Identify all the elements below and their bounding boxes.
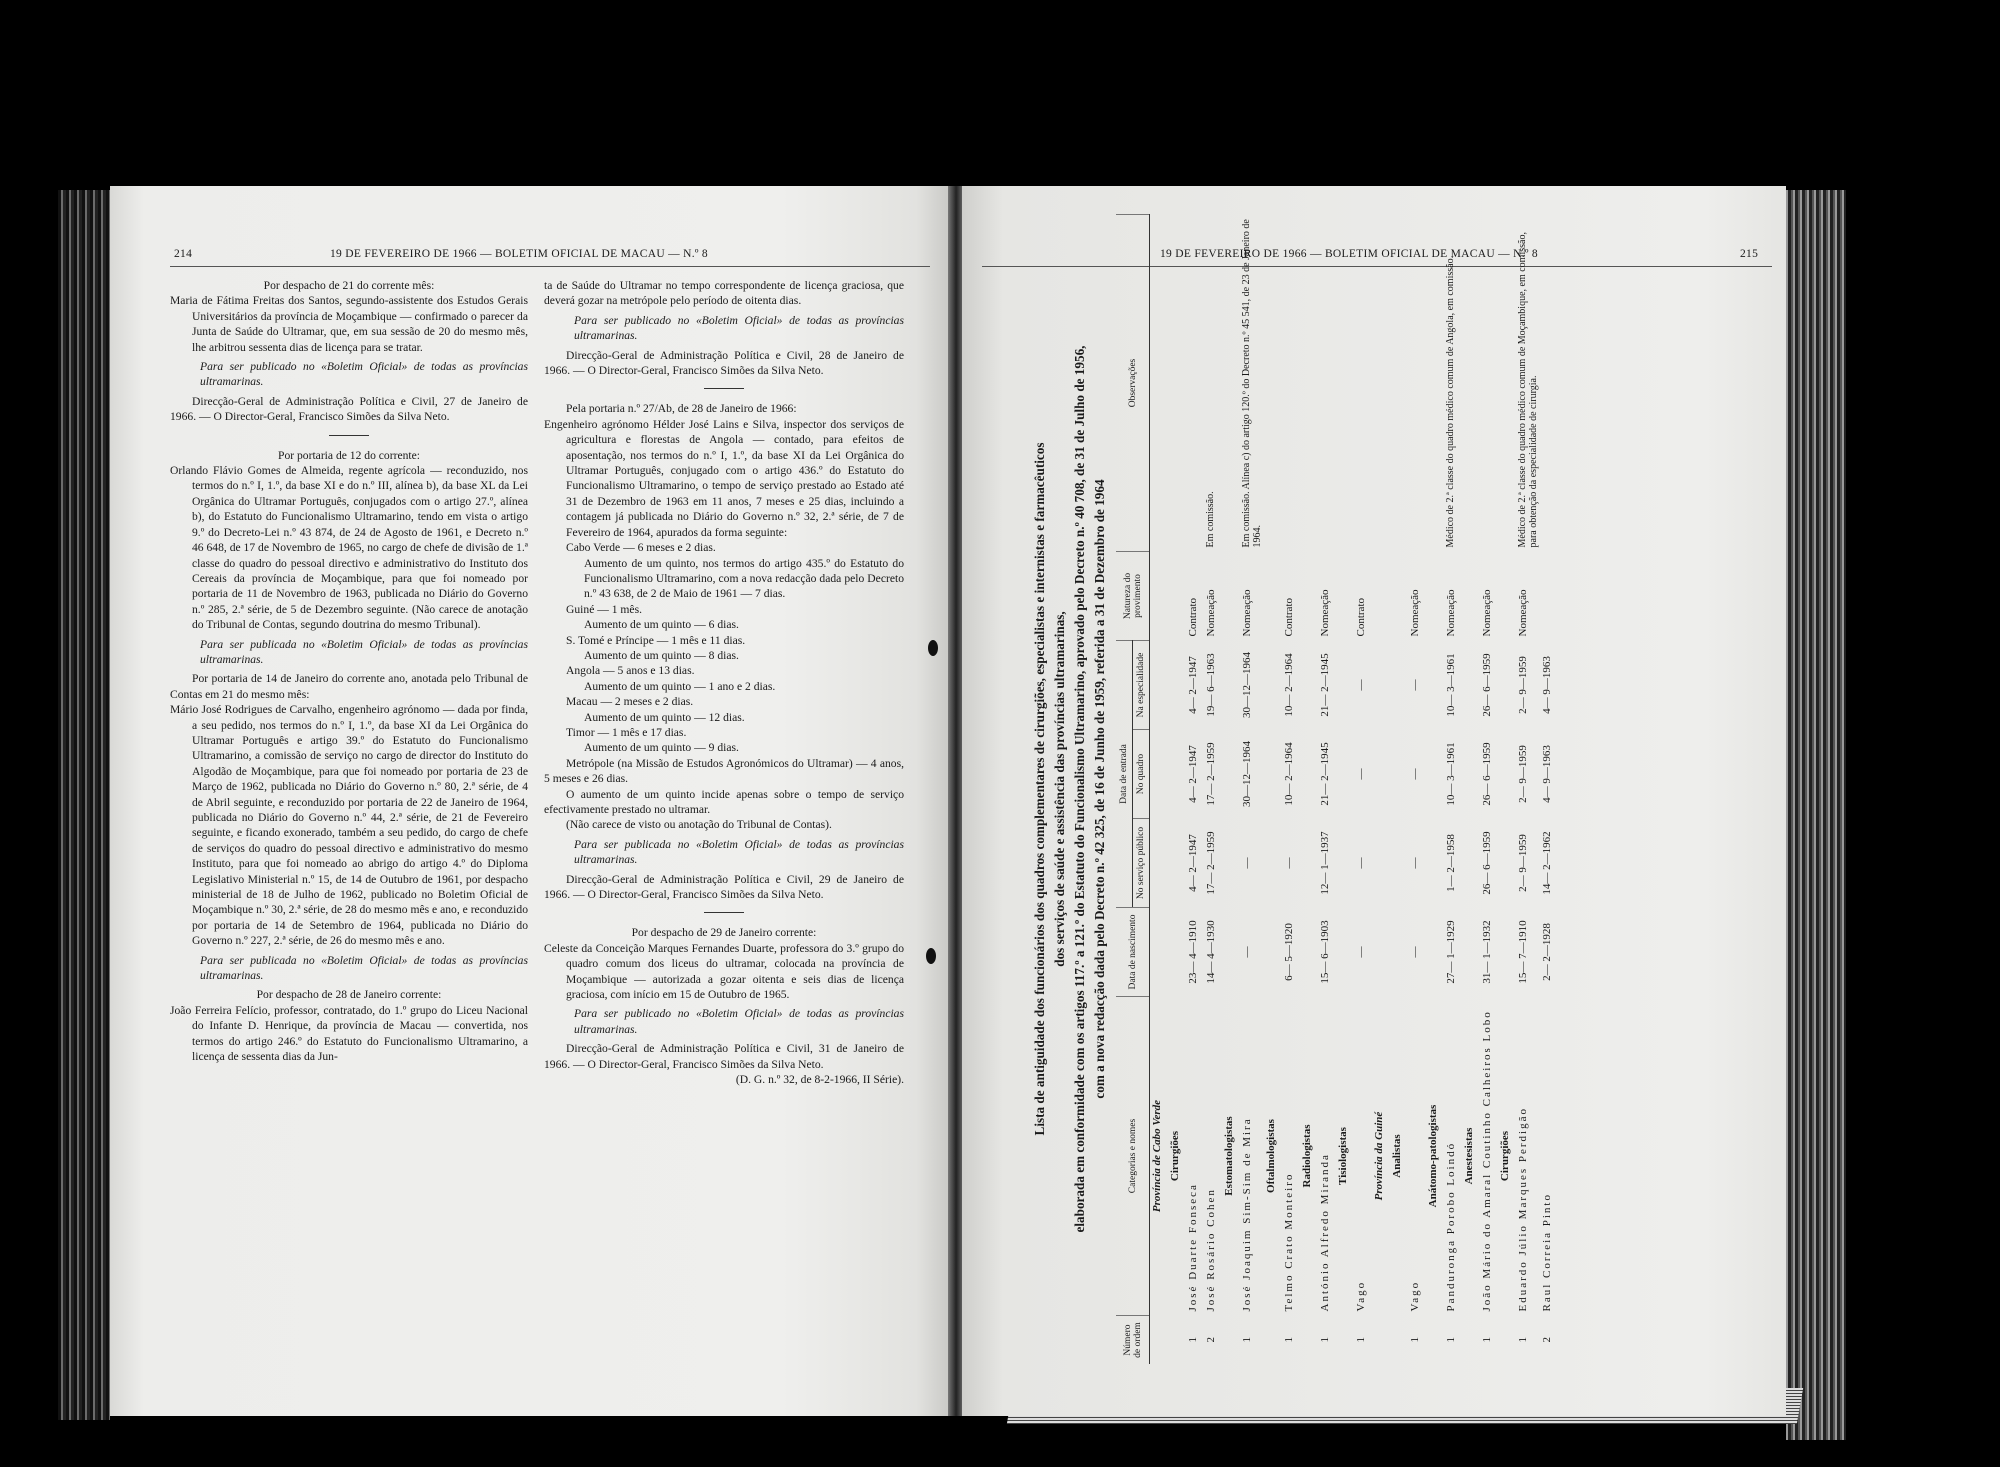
empty-cell <box>1390 641 1408 730</box>
birth-date-cell: 6— 5—1920 <box>1283 923 1295 981</box>
book-binding-right <box>1786 190 1846 1440</box>
empty-cell <box>1300 819 1318 908</box>
paragraph: Direcção-Geral de Administração Política e Civil, 27 de Janeiro de 1966. — O Director-Geral, Francisco Simões da Silva Neto. <box>170 394 528 424</box>
service-entry-cell: 2— 9—1959 <box>1517 834 1529 892</box>
specialty-entry-cell: — <box>1409 679 1421 691</box>
left-column-1 <box>170 278 528 1065</box>
empty-cell <box>1168 215 1186 552</box>
table-row <box>1480 215 1498 1365</box>
paragraph: João Ferreira Felício, professor, contratado, do 1.º grupo do Liceu Nacional do Infante D. Henrique, da província de Macau — convertida, nos termos do artigo 246.º do Estatuto do Funcionalismo Ultramarino, a licença de sessenta dias da Jun- <box>170 1003 528 1064</box>
empty-cell <box>1264 819 1282 908</box>
appointment-type-cell: Contrato <box>1355 598 1367 637</box>
appointment-type-cell: Nomeação <box>1409 589 1421 637</box>
name-cell: António Alfredo Miranda <box>1319 1153 1331 1312</box>
service-entry-cell: 12— 1—1937 <box>1319 831 1331 895</box>
publication-note: Para ser publicado no «Boletim Oficial» de todas as províncias ultramarinas. <box>574 313 904 343</box>
paragraph: Engenheiro agrónomo Hélder José Lains e Silva, inspector dos serviços de agricultura e florestas de Angola — contado, para efeitos de aposentação, nos termos do n.º I, 1.º, da base XI da Lei Orgânica do Ultramar Português, conjugado com o artigo 436.º do Estatuto do Funcionalismo Ultramarino, o tempo de serviço prestado ao Estado até 31 de Dezembro de 1963 em 11 anos, 7 meses e 25 dias, incluindo a contagem já publicada no Diário do Governo n.º 32, 2.ª série, de 7 de Fevereiro de 1964, apurados da forma seguinte: <box>544 417 904 539</box>
publication-note: Para ser publicado no «Boletim Oficial» de todas as províncias ultramarinas. <box>200 360 528 389</box>
remarks-cell: Em comissão. Alínea c) do artigo 120.º do Decreto n.º 45 541, de 23 de Janeiro de 1964. <box>1241 219 1263 548</box>
name-cell: Raul Correia Pinto <box>1541 1193 1553 1312</box>
category-heading: Radiologistas <box>1301 1124 1313 1188</box>
empty-cell <box>1426 730 1444 819</box>
empty-cell <box>1390 1316 1408 1365</box>
empty-cell <box>1426 552 1444 641</box>
paragraph: Mário José Rodrigues de Carvalho, engenheiro agrónomo — dada por finda, a seu pedido, nos termos do n.º I, 1.º, da base XI da Lei Orgânica do Ultramar Português e artigo 39.º do Estatuto do Funcionalismo Ultramarino, a comissão de serviço no cargo de director do Instituto do Algodão de Moçambique, para que foi nomeado por portaria de 23 de Março de 1962, publicada no Diário do Governo n.º 80, 2.ª série, de 4 de Abril seguinte, e reconduzido por portaria de 22 de Janeiro de 1964, publicada no Diário do Governo n.º 44, 2.ª série, de 21 de Fevereiro seguinte, e ficando exonerado, também a seu pedido, do cargo de chefe de serviços do quadro do pessoal directivo e administrativo do mesmo Instituto, para que foi nomeado ao abrigo do artigo 4.º do Diploma Legislativo Ministerial n.º 15, de 14 de Outubro de 1961, por despacho ministerial de 18 de Julho de 1962, publicado no Boletim Oficial de Moçambique n.º 30, 2.ª série, de 28 do mesmo mês e ano, e reconduzido por portaria de 14 de Setembro de 1964, publicada no Diário do Governo n.º 227, 2.ª série, de 26 do mesmo mês e ano. <box>170 703 528 948</box>
category-heading: Anestesistas <box>1463 1127 1475 1185</box>
category-heading: Oftalmologistas <box>1265 1119 1277 1193</box>
empty-cell <box>1426 908 1444 997</box>
paragraph: Direcção-Geral de Administração Política e Civil, 31 de Janeiro de 1966. — O Director-Geral, Francisco Simões da Silva Neto. <box>544 1042 904 1071</box>
quadro-entry-cell: 21— 2—1945 <box>1319 742 1331 806</box>
paragraph: Maria de Fátima Freitas dos Santos, segundo-assistente dos Estudos Gerais Universitários da província de Moçambique — confirmado o parecer da Junta de Saúde do Ultramar, que, em sua sessão de 20 do mesmo mês, lhe arbitrou sessenta dias de licença para se tratar. <box>170 294 528 354</box>
paragraph: Aumento de um quinto — 6 dias. <box>584 618 739 632</box>
table-title-line: elaborada em conformidade com os artigos 117.º a 121.º do Estatuto do Funcionalismo Ultramarino, aprovado pelo Decreto n.º 40 708, de 31 de Julho de 1956, <box>1072 345 1087 1233</box>
binding-clip-mark <box>926 948 936 964</box>
order-number-cell: 1 <box>1241 1337 1253 1343</box>
binding-clip-mark <box>928 640 938 656</box>
order-number-cell: 2 <box>1541 1337 1553 1343</box>
specialty-entry-cell: 19— 6—1963 <box>1205 653 1217 717</box>
empty-cell <box>1390 552 1408 641</box>
order-number-cell: 1 <box>1517 1337 1529 1343</box>
empty-cell <box>1264 215 1282 552</box>
quadro-entry-cell: — <box>1355 768 1367 780</box>
empty-cell <box>1462 819 1480 908</box>
service-entry-cell: — <box>1409 857 1421 869</box>
remarks-cell <box>1540 215 1558 552</box>
order-number-cell: 1 <box>1187 1337 1199 1343</box>
paragraph: (Não carece de visto ou anotação do Tribunal de Contas). <box>566 818 832 832</box>
empty-cell <box>1336 730 1354 819</box>
remarks-cell: Médico de 2.ª classe do quadro médico comum de Moçambique, em comissão, para obtenção da especialidade de cirurgia. <box>1517 232 1539 548</box>
appointment-type-cell: Nomeação <box>1517 589 1529 637</box>
birth-date-cell: 27— 1—1929 <box>1445 920 1457 984</box>
name-cell: João Mário do Amaral Coutinho Calheiros Lobo <box>1481 1010 1493 1312</box>
order-number-cell: 1 <box>1409 1337 1421 1343</box>
specialty-entry-cell: — <box>1355 679 1367 691</box>
empty-cell <box>1498 730 1516 819</box>
empty-cell <box>1498 1316 1516 1365</box>
appointment-type-cell: Nomeação <box>1319 589 1331 637</box>
order-number-cell: 1 <box>1445 1337 1457 1343</box>
empty-cell <box>1426 215 1444 552</box>
col-header-especialidade: Na especialidade <box>1133 641 1150 730</box>
appointment-type-cell <box>1540 552 1558 641</box>
paragraph: Orlando Flávio Gomes de Almeida, regente agrícola — reconduzido, nos termos do n.º I, 1.º, da base XI e do n.º III, alínea b), da base XL da Lei Orgânica do Ultramar Português, conjugados com o artigo 27.º, alínea b), do Estatuto do Funcionalismo Ultramarino, tendo em vista o artigo 9.º do Decreto-Lei n.º 43 874, de 24 de Agosto de 1961, e Decreto n.º 46 648, de 17 de Novembro de 1965, no cargo de chefe de divisão de 1.ª classe do quadro do pessoal directivo e administrativo do Instituto dos Cereais da província de Moçambique, para que foi nomeado por portaria de 11 de Novembro de 1963, publicada no Diário do Governo n.º 285, 2.ª série, de 5 de Dezembro seguinte. (Não carece de anotação do Tribunal de Contas, segundo doutrina do mesmo Tribunal). <box>170 464 528 632</box>
specialty-entry-cell: 30—12—1964 <box>1241 652 1253 718</box>
empty-cell <box>1462 641 1480 730</box>
remarks-cell: Em comissão. <box>1205 491 1216 548</box>
paragraph: Por portaria de 14 de Janeiro do corrente ano, anotada pelo Tribunal de Contas em 21 do mesmo mês: <box>170 672 528 701</box>
empty-cell <box>1390 730 1408 819</box>
specialty-entry-cell: 4— 9—1963 <box>1541 656 1553 714</box>
seniority-table-rotated <box>1030 214 1786 1364</box>
empty-cell <box>1336 819 1354 908</box>
empty-cell <box>1150 1316 1169 1365</box>
empty-cell <box>1264 730 1282 819</box>
table-title <box>1030 214 1110 1364</box>
service-entry-cell: 26— 6—1959 <box>1481 831 1493 895</box>
order-number-cell: 1 <box>1283 1337 1295 1343</box>
empty-cell <box>1372 215 1390 552</box>
dispatch-heading: Por despacho de 21 do corrente mês: <box>263 279 435 292</box>
empty-cell <box>1498 552 1516 641</box>
col-header-observacoes: Observações <box>1116 215 1150 552</box>
dispatch-heading: Por despacho de 29 de Janeiro corrente: <box>631 926 817 940</box>
name-cell: José Joaquim Sim-Sim de Mira <box>1241 1117 1253 1312</box>
specialty-entry-cell: 2— 9—1959 <box>1517 656 1529 714</box>
paragraph: Aumento de um quinto, nos termos do artigo 435.º do Estatuto do Funcionalismo Ultramarino, com a nova redacção dada pelo Decreto n.º 43 638, de 2 de Maio de 1961 — 7 dias. <box>584 556 904 601</box>
remarks-cell: Médico de 2.ª classe do quadro médico comum de Angola, em comissão. <box>1445 255 1456 548</box>
empty-cell <box>1222 730 1240 819</box>
remarks-cell <box>1318 215 1336 552</box>
page-number-left: 214 <box>174 248 193 260</box>
paragraph: Celeste da Conceição Marques Fernandes Duarte, professora do 3.º grupo do quadro comum dos liceus do ultramar, colocada na província de Moçambique — autorizada a gozar oitenta e seis dias de licença graciosa, com início em 15 de Outubro de 1965. <box>544 941 904 1002</box>
table-category-row <box>1426 215 1444 1365</box>
col-header-quadro: No quadro <box>1133 730 1150 819</box>
name-cell: José Duarte Fonseca <box>1187 1183 1199 1312</box>
col-header-entrada: Data de entrada <box>1116 641 1133 908</box>
empty-cell <box>1498 908 1516 997</box>
category-heading: Estomatologistas <box>1223 1116 1235 1196</box>
empty-cell <box>1300 730 1318 819</box>
scan-background-top <box>0 0 2000 185</box>
paragraph: Metrópole (na Missão de Estudos Agronómicos do Ultramar) — 4 anos, 5 meses e 26 dias. <box>544 756 904 786</box>
appointment-type-cell: Nomeação <box>1445 589 1457 637</box>
table-row <box>1408 215 1426 1365</box>
left-page <box>110 186 950 1416</box>
empty-cell <box>1498 641 1516 730</box>
table-title-line: com a nova redacção dada pelo Decreto n.º 42 325, de 16 de Junho de 1959, referida a 31 de Dezembro de 1964 <box>1092 479 1107 1099</box>
paragraph: Aumento de um quinto — 9 dias. <box>584 741 739 755</box>
empty-cell <box>1150 641 1169 730</box>
section-separator <box>704 388 744 389</box>
header-rule-left <box>170 266 930 267</box>
page-header-right: 19 DE FEVEREIRO DE 1966 — BOLETIM OFICIAL DE MACAU — N.º 8 <box>1160 248 1538 260</box>
empty-cell <box>1222 641 1240 730</box>
empty-cell <box>1264 552 1282 641</box>
empty-cell <box>1168 552 1186 641</box>
empty-cell <box>1336 552 1354 641</box>
table-title-line: dos serviços de saúde e assistência das províncias ultramarinas, <box>1052 611 1067 967</box>
empty-cell <box>1336 215 1354 552</box>
order-number-cell: 1 <box>1481 1337 1493 1343</box>
empty-cell <box>1462 1316 1480 1365</box>
empty-cell <box>1390 819 1408 908</box>
birth-date-cell: — <box>1355 946 1367 958</box>
empty-cell <box>1150 819 1169 908</box>
specialty-entry-cell: 26— 6—1959 <box>1481 653 1493 717</box>
empty-cell <box>1222 908 1240 997</box>
table-row <box>1540 215 1558 1365</box>
birth-date-cell: 15— 6—1903 <box>1319 920 1331 984</box>
empty-cell <box>1336 641 1354 730</box>
service-entry-cell: — <box>1355 857 1367 869</box>
table-row <box>1282 215 1300 1365</box>
order-number-cell: 1 <box>1319 1337 1331 1343</box>
empty-cell <box>1168 1316 1186 1365</box>
paragraph: Timor — 1 mês e 17 dias. <box>566 725 687 739</box>
service-entry-cell: — <box>1241 857 1253 869</box>
category-heading: Anátomo-patologistas <box>1427 1104 1439 1208</box>
section-separator <box>329 435 369 436</box>
paragraph: Cabo Verde — 6 meses e 2 dias. <box>566 541 716 555</box>
paragraph: Guiné — 1 mês. <box>566 602 642 616</box>
province-heading: Província de Cabo Verde <box>1151 1099 1163 1213</box>
empty-cell <box>1168 908 1186 997</box>
name-cell: Vago <box>1409 1280 1421 1312</box>
empty-cell <box>1150 552 1169 641</box>
birth-date-cell: 14— 4—1930 <box>1205 920 1217 984</box>
paragraph: Aumento de um quinto — 12 dias. <box>584 710 745 724</box>
remarks-cell <box>1354 215 1372 552</box>
table-category-row <box>1300 215 1318 1365</box>
specialty-entry-cell: 10— 3—1961 <box>1445 653 1457 717</box>
empty-cell <box>1462 552 1480 641</box>
col-header-natureza: Natureza do provimento <box>1116 552 1150 641</box>
table-row <box>1240 215 1264 1365</box>
seniority-table <box>1116 214 1558 1364</box>
birth-date-cell: 23— 4—1910 <box>1187 920 1199 984</box>
table-category-row <box>1264 215 1282 1365</box>
remarks-cell <box>1186 215 1204 552</box>
empty-cell <box>1462 215 1480 552</box>
empty-cell <box>1372 908 1390 997</box>
empty-cell <box>1264 908 1282 997</box>
table-row <box>1204 215 1222 1365</box>
paragraph: Angola — 5 anos e 13 dias. <box>566 664 695 678</box>
empty-cell <box>1372 819 1390 908</box>
empty-cell <box>1426 819 1444 908</box>
page-number-right: 215 <box>1740 248 1759 260</box>
page-header-left: 19 DE FEVEREIRO DE 1966 — BOLETIM OFICIAL DE MACAU — N.º 8 <box>330 248 708 260</box>
empty-cell <box>1264 1316 1282 1365</box>
name-cell: Telmo Crato Monteiro <box>1283 1172 1295 1312</box>
paragraph: Aumento de um quinto — 1 ano e 2 dias. <box>584 679 776 693</box>
service-entry-cell: 14— 2—1962 <box>1541 831 1553 895</box>
table-section-row <box>1372 215 1390 1365</box>
left-column-2 <box>544 278 904 1088</box>
table-category-row <box>1462 215 1480 1365</box>
paragraph: Direcção-Geral de Administração Política e Civil, 28 de Janeiro de 1966. — O Director-Geral, Francisco Simões da Silva Neto. <box>544 348 904 378</box>
quadro-entry-cell: 2— 9—1959 <box>1517 745 1529 803</box>
empty-cell <box>1168 730 1186 819</box>
category-heading: Cirurgiões <box>1499 1130 1511 1182</box>
empty-cell <box>1150 730 1169 819</box>
quadro-entry-cell: 17— 2—1959 <box>1205 742 1217 806</box>
empty-cell <box>1426 641 1444 730</box>
table-row <box>1186 215 1204 1365</box>
empty-cell <box>1300 215 1318 552</box>
col-header-categorias: Categorias e nomes <box>1116 997 1150 1316</box>
empty-cell <box>1336 908 1354 997</box>
quadro-entry-cell: 4— 9—1963 <box>1541 745 1553 803</box>
col-header-numero: Número de ordem <box>1116 1316 1150 1365</box>
province-heading: Província da Guiné <box>1373 1111 1385 1201</box>
appointment-type-cell: Nomeação <box>1241 589 1253 637</box>
paragraph: ta de Saúde do Ultramar no tempo correspondente de licença graciosa, que deverá gozar na metrópole pelo período de oitenta dias. <box>544 279 904 308</box>
empty-cell <box>1372 552 1390 641</box>
paragraph: Pela portaria n.º 27/Ab, de 28 de Janeiro de 1966: <box>566 402 797 416</box>
empty-cell <box>1372 641 1390 730</box>
paragraph: S. Tomé e Príncipe — 1 mês e 11 dias. <box>566 633 746 647</box>
empty-cell <box>1168 819 1186 908</box>
publication-note: Para ser publicada no «Boletim Oficial» de todas as províncias ultramarinas. <box>200 953 528 983</box>
specialty-entry-cell: 21— 2—1945 <box>1319 653 1331 717</box>
appointment-type-cell: Nomeação <box>1205 589 1217 637</box>
publication-note: Para ser publicado no «Boletim Oficial» de todas as províncias ultramarinas. <box>574 1007 904 1036</box>
order-number-cell: 1 <box>1355 1337 1367 1343</box>
quadro-entry-cell: 10— 3—1961 <box>1445 742 1457 806</box>
col-header-servico: No serviço público <box>1133 819 1150 908</box>
name-cell: Eduardo Júlio Marques Perdigão <box>1517 1107 1529 1312</box>
book-binding-left <box>58 190 110 1420</box>
paragraph: Aumento de um quinto — 8 dias. <box>584 648 739 662</box>
empty-cell <box>1168 641 1186 730</box>
table-section-row <box>1150 215 1169 1365</box>
table-row <box>1444 215 1462 1365</box>
paragraph: O aumento de um quinto incide apenas sobre o tempo de serviço efectivamente prestado no ultramar. <box>544 787 904 816</box>
quadro-entry-cell: 4— 2—1947 <box>1187 745 1199 803</box>
empty-cell <box>1300 552 1318 641</box>
dispatch-heading: Por despacho de 28 de Janeiro corrente: <box>256 988 442 1002</box>
empty-cell <box>1222 215 1240 552</box>
table-category-row <box>1336 215 1354 1365</box>
quadro-entry-cell: — <box>1409 768 1421 780</box>
col-header-nascimento: Data de nascimento <box>1116 908 1150 997</box>
empty-cell <box>1300 1316 1318 1365</box>
table-row <box>1354 215 1372 1365</box>
service-entry-cell: 1— 2—1958 <box>1445 834 1457 892</box>
empty-cell <box>1498 215 1516 552</box>
empty-cell <box>1222 819 1240 908</box>
table-row <box>1516 215 1540 1365</box>
table-category-row <box>1168 215 1186 1365</box>
paragraph: Direcção-Geral de Administração Política e Civil, 29 de Janeiro de 1966. — O Director-Geral, Francisco Simões da Silva Neto. <box>544 872 904 902</box>
quadro-entry-cell: 26— 6—1959 <box>1481 742 1493 806</box>
dispatch-heading: Por portaria de 12 do corrente: <box>278 448 420 462</box>
name-cell: José Rosário Cohen <box>1205 1188 1217 1312</box>
category-heading: Cirurgiões <box>1169 1130 1181 1182</box>
birth-date-cell: — <box>1409 946 1421 958</box>
empty-cell <box>1462 908 1480 997</box>
birth-date-cell: 31— 1—1932 <box>1481 920 1493 984</box>
empty-cell <box>1372 1316 1390 1365</box>
empty-cell <box>1426 1316 1444 1365</box>
empty-cell <box>1150 215 1169 552</box>
quadro-entry-cell: 10— 2—1964 <box>1283 742 1295 806</box>
appointment-type-cell: Contrato <box>1187 598 1199 637</box>
empty-cell <box>1390 215 1408 552</box>
specialty-entry-cell: 4— 2—1947 <box>1187 656 1199 714</box>
paragraph: (D. G. n.º 32, de 8-2-1966, II Série). <box>735 1073 904 1087</box>
empty-cell <box>1222 552 1240 641</box>
quadro-entry-cell: 30—12—1964 <box>1241 741 1253 807</box>
section-separator <box>704 912 744 913</box>
birth-date-cell: — <box>1241 946 1253 958</box>
name-cell: Panduronga Porobo Loindó <box>1445 1141 1457 1312</box>
appointment-type-cell: Contrato <box>1283 598 1295 637</box>
empty-cell <box>1300 908 1318 997</box>
empty-cell <box>1222 1316 1240 1365</box>
table-category-row <box>1498 215 1516 1365</box>
publication-note: Para ser publicada no «Boletim Oficial» de todas as províncias ultramarinas. <box>200 637 528 666</box>
table-title-line: Lista de antiguidade dos funcionários dos quadros complementares de cirurgiões, especialistas e internistas e farmacêuticos <box>1032 442 1047 1136</box>
table-category-row <box>1390 215 1408 1365</box>
name-cell: Vago <box>1355 1280 1367 1312</box>
empty-cell <box>1300 641 1318 730</box>
birth-date-cell: 2— 2—1928 <box>1541 923 1553 981</box>
empty-cell <box>1462 730 1480 819</box>
right-page <box>962 186 1786 1416</box>
empty-cell <box>1390 908 1408 997</box>
service-entry-cell: 4— 2—1947 <box>1187 834 1199 892</box>
remarks-cell <box>1480 215 1498 552</box>
publication-note: Para ser publicada no «Boletim Oficial» de todas as províncias ultramarinas. <box>574 837 904 867</box>
category-heading: Analistas <box>1391 1134 1403 1178</box>
empty-cell <box>1372 730 1390 819</box>
service-entry-cell: — <box>1283 857 1295 869</box>
empty-cell <box>1336 1316 1354 1365</box>
table-row <box>1318 215 1336 1365</box>
remarks-cell <box>1408 215 1426 552</box>
empty-cell <box>1264 641 1282 730</box>
birth-date-cell: 15— 7—1910 <box>1517 920 1529 984</box>
paragraph: Macau — 2 meses e 2 dias. <box>566 695 694 709</box>
table-category-row <box>1222 215 1240 1365</box>
appointment-type-cell: Nomeação <box>1481 589 1493 637</box>
empty-cell <box>1150 908 1169 997</box>
service-entry-cell: 17— 2—1959 <box>1205 831 1217 895</box>
remarks-cell <box>1282 215 1300 552</box>
category-heading: Tisiologistas <box>1337 1127 1349 1185</box>
empty-cell <box>1498 819 1516 908</box>
specialty-entry-cell: 10— 2—1964 <box>1283 653 1295 717</box>
order-number-cell: 2 <box>1205 1337 1217 1343</box>
